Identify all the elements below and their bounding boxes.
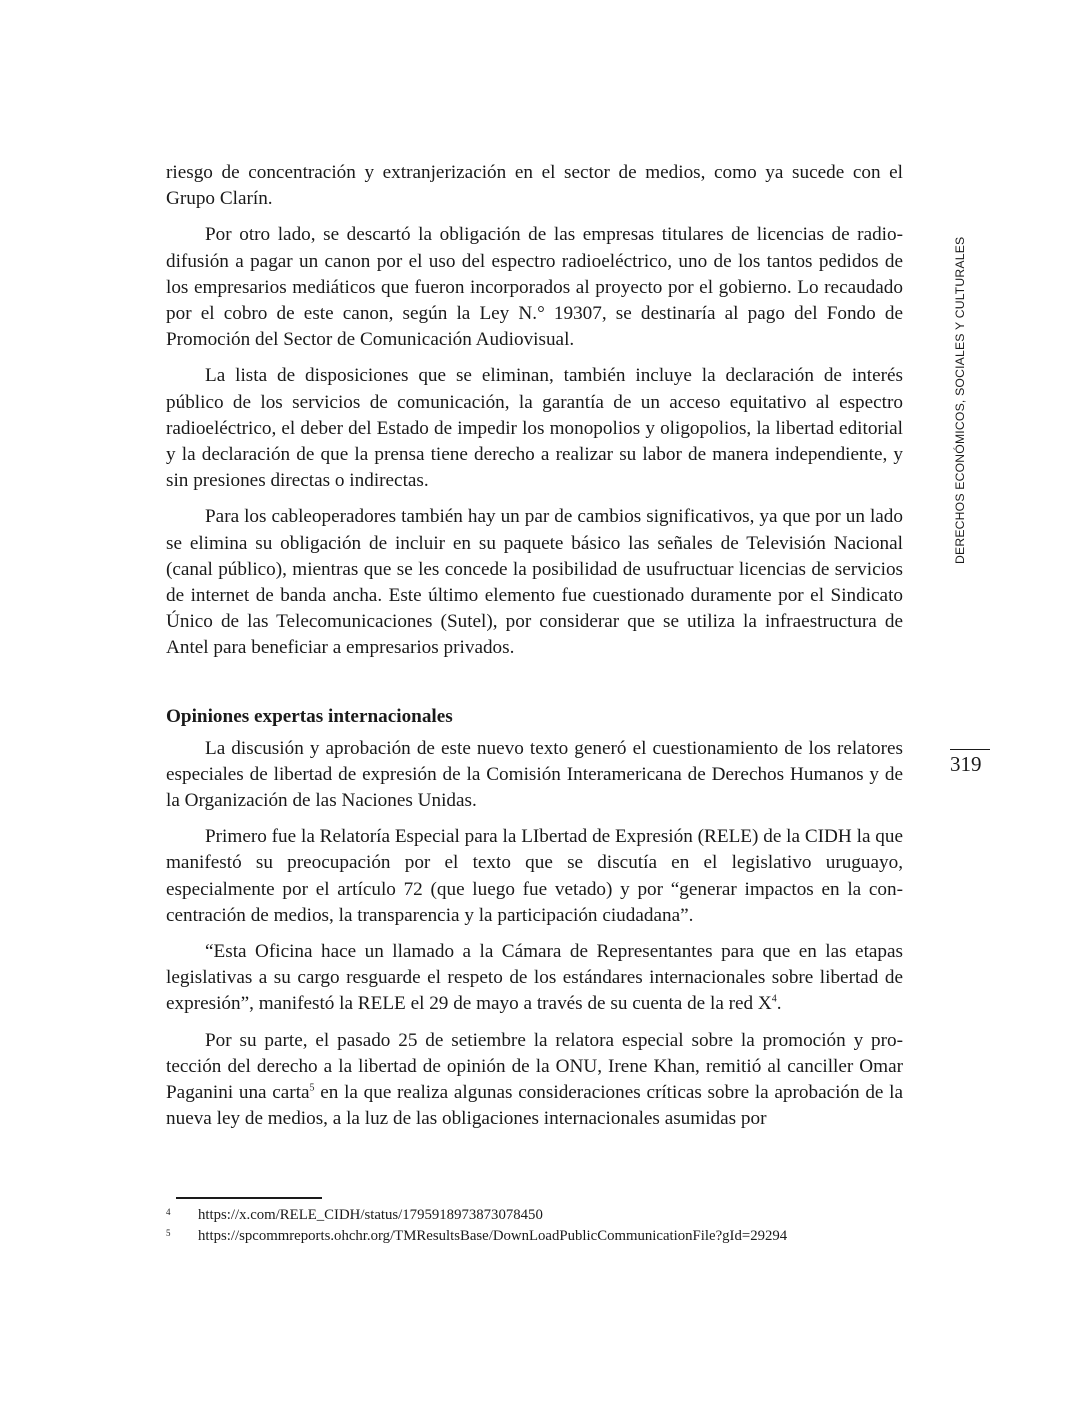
section-heading: Opiniones expertas internacionales: [166, 705, 453, 727]
footnote-reference[interactable]: 4: [771, 994, 777, 1006]
footnote-link[interactable]: https://spcommreports.ohchr.org/TMResultsBase/DownLoadPublicCommunicationFile?gId=29294: [198, 1228, 788, 1244]
paragraph: Para los cableoperadores también hay un par de cambios significativos, ya que por un lado se elimina su obligación de incluir en su paquete básico las señales de Televisión Nacional (canal público), mientras que se les concede la posibilidad de usufructuar licencias de servicios de internet de banda ancha. Este último elemento fue cuestionado duramente por el Sindicato Único de las Telecomunicaciones (Sutel), por considerar que se utiliza la infraestructura de Antel para beneficiar a empresarios privados.: [166, 506, 903, 659]
footnote-number: 5: [166, 1228, 171, 1238]
body-text: [166, 160, 903, 1143]
paragraph: [166, 939, 903, 1018]
footnote: [166, 1205, 926, 1226]
paragraph-text: en la que realiza algunas consideraciones críticas sobre la aprobación de la nueva ley de medios, a la luz de las obligaciones internacionales asumidas por: [166, 1082, 903, 1130]
running-section-title: DERECHOS ECONÓMICOS, SOCIALES Y CULTURALES: [953, 236, 967, 564]
paragraph-text: “Esta Oficina hace un llamado a la Cámara de Representantes para que en las etapas legislativas a su cargo resguarde el respeto de los estándares internacionales sobre libertad de expresión”, manifestó la RELE el 29 de mayo a través de su cuenta de la red X: [166, 941, 903, 1015]
paragraph: Por otro lado, se descartó la obligación de las empresas titulares de licencias de radiodifusión a pagar un canon por el uso del espectro radioeléctrico, uno de los tantos pedidos de los empresarios mediáticos que fueron incorporados al proyecto por el gobierno. Lo recaudado por el cobro de este canon, según la Ley N.° 19307, se destinaría al pago del Fondo de Promoción del Sector de Comunicación Audiovisual.: [166, 224, 903, 351]
footnote-divider: [176, 1197, 322, 1199]
footnote-reference[interactable]: 5: [309, 1082, 315, 1094]
footnotes: [166, 1205, 926, 1247]
paragraph: [166, 1028, 903, 1133]
paragraph: Primero fue la Relatoría Especial para la LIbertad de Expresión (RELE) de la CIDH la que manifestó su preocupación por el texto que se discutía en el legislativo uruguayo, especialmente por el artículo 72 (que luego fue vetado) y por “generar impactos en la concentración de medios, la transparencia y la participación ciudadana”.: [166, 826, 903, 926]
footnote: [166, 1226, 926, 1247]
page-number: 319: [950, 752, 982, 776]
paragraph: La lista de disposiciones que se eliminan, también incluye la declaración de interés público de los servicios de comunicación, la garantía de un acceso equitativo al espectro radioeléctrico, el deber del Estado de impedir los monopolios y oligopolios, la libertad editorial y la declaración de que la prensa tiene derecho a realizar su labor de manera independiente, y sin presiones directas o indirectas.: [166, 365, 903, 492]
footnote-number: 4: [166, 1207, 171, 1217]
paragraph-text: Por su parte, el pasado 25 de setiembre la relatora especial sobre la promoción y protección del derecho a la libertad de opinión de la ONU, Irene Khan, remitió al canciller Omar Paganini una carta: [166, 1029, 903, 1104]
paragraph: La discusión y aprobación de este nuevo texto generó el cuestionamiento de los relatores especiales de libertad de expresión de la Comisión Interamericana de Derechos Humanos y de la Organización de las Naciones Unidas.: [166, 737, 903, 812]
page-number-rule: [950, 749, 990, 750]
footnote-link[interactable]: https://x.com/RELE_CIDH/status/1795918973873078450: [198, 1207, 543, 1223]
paragraph-text: .: [776, 993, 782, 1015]
paragraph: riesgo de concentración y extranjerización en el sector de medios, como ya sucede con el Grupo Clarín.: [166, 162, 903, 210]
